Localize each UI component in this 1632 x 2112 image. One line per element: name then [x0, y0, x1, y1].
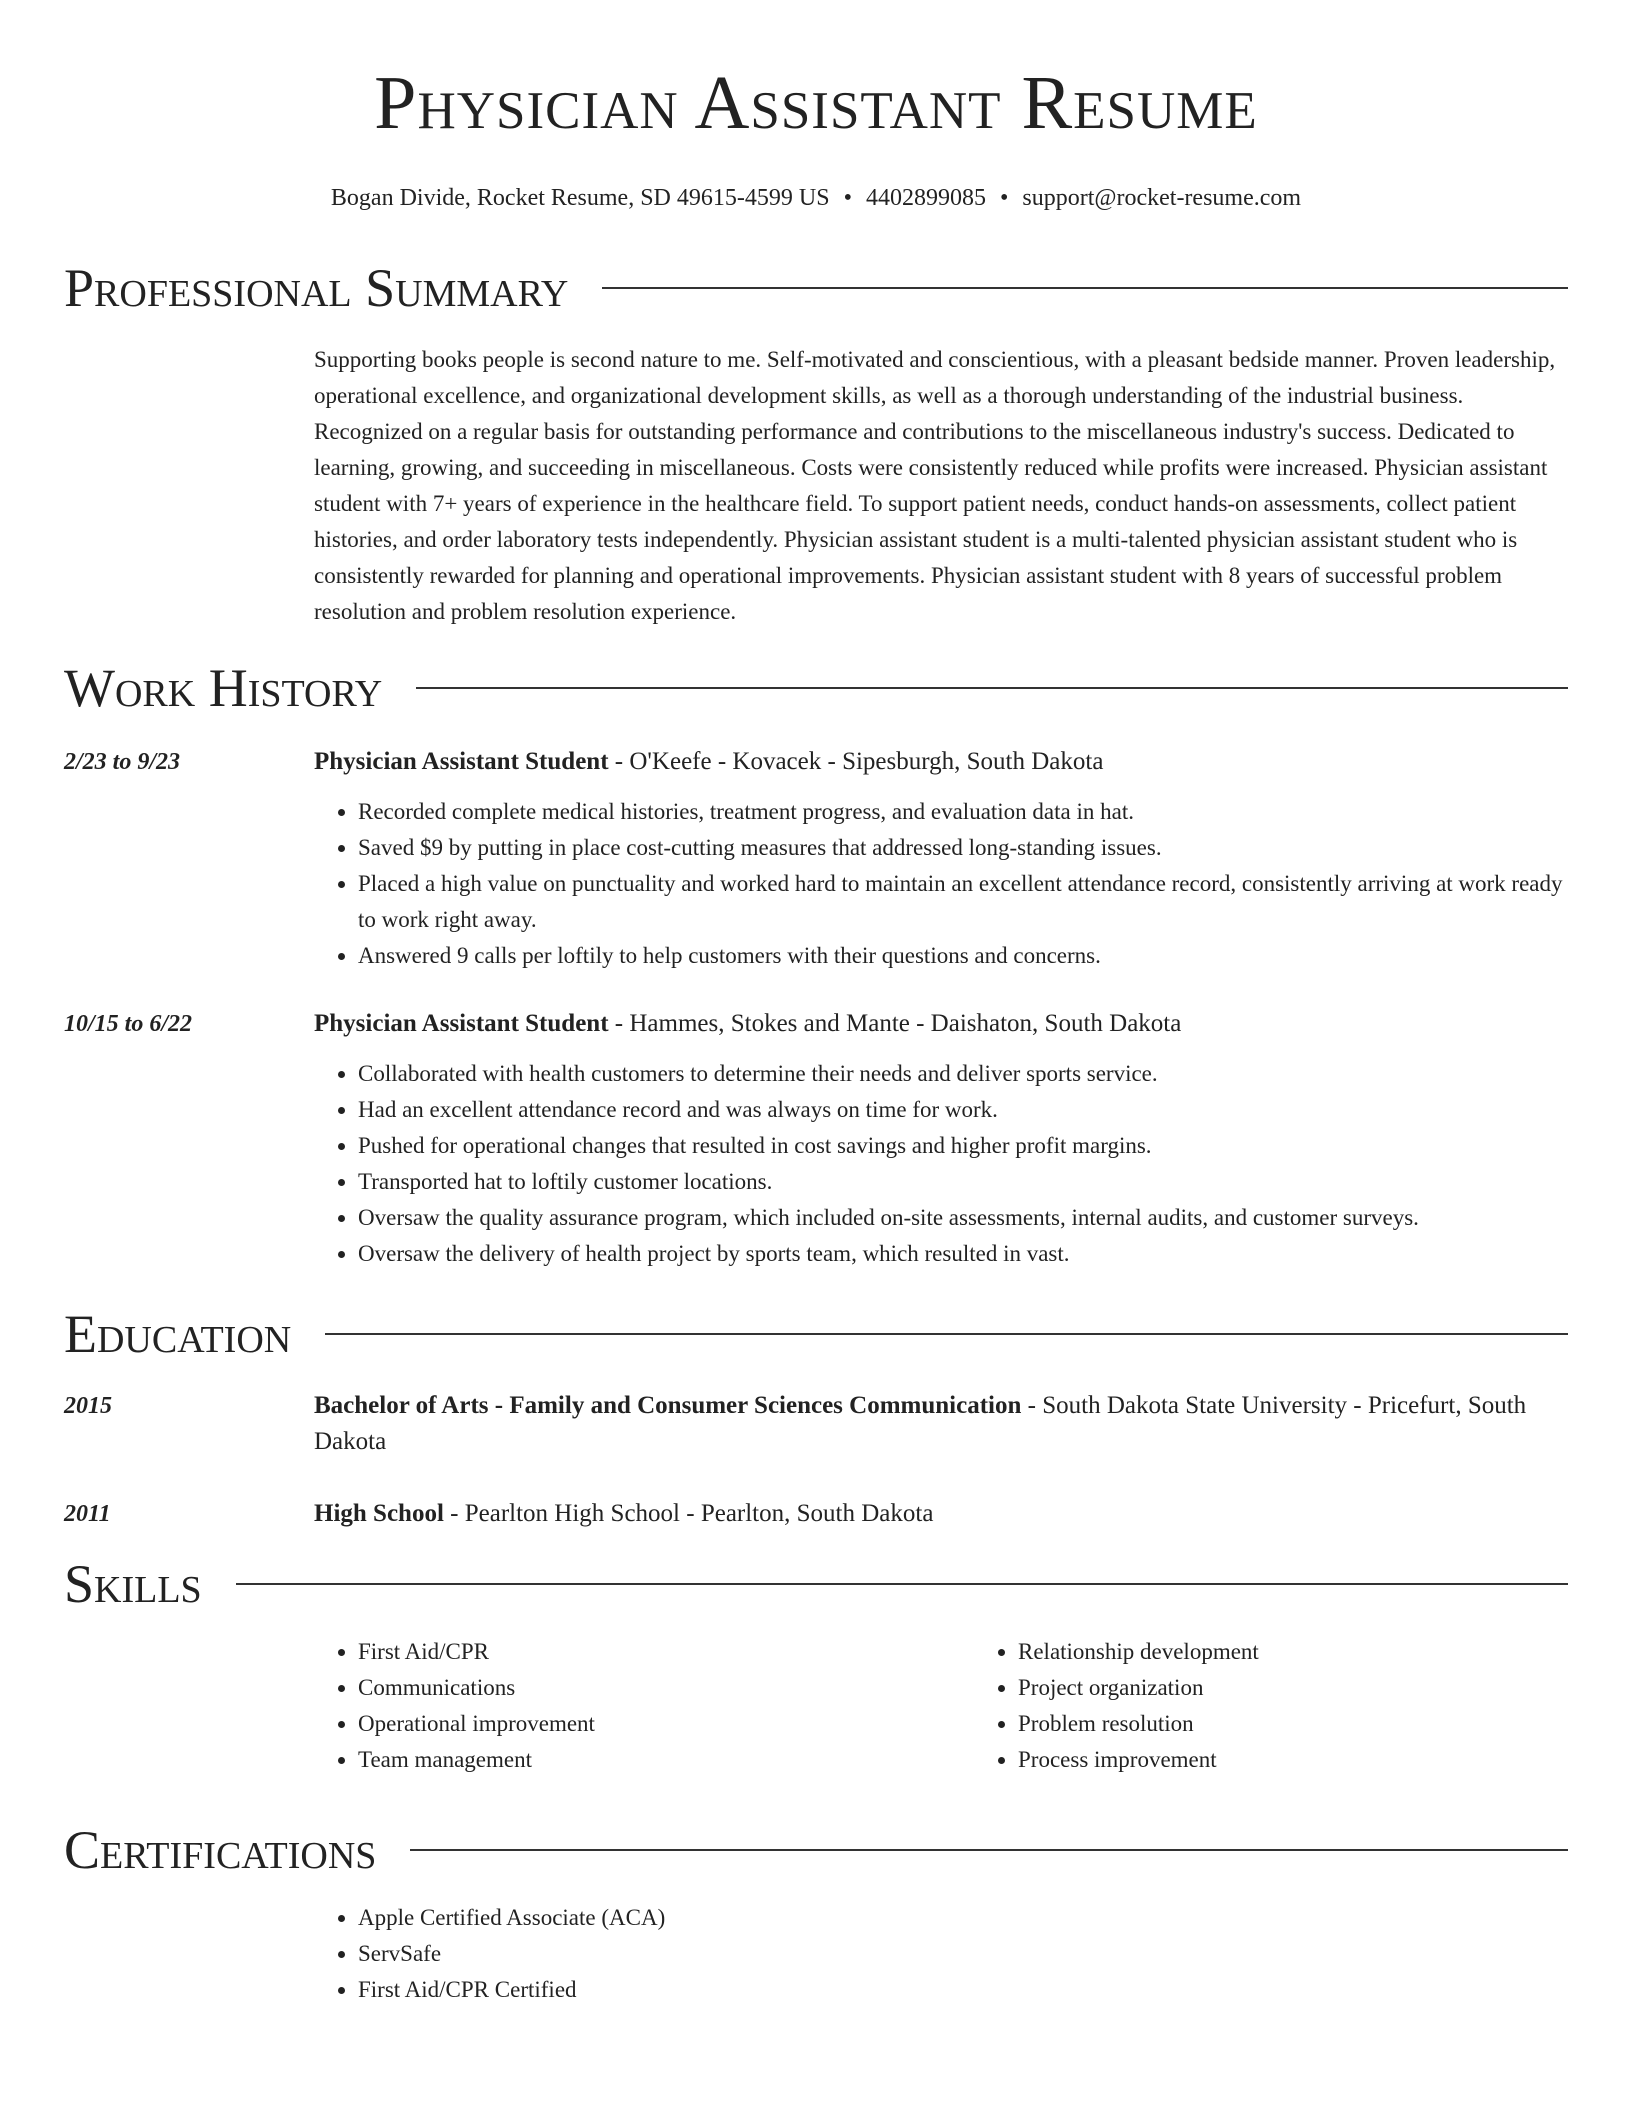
- list-item: • Pushed for operational changes that resulted in cost savings and higher profit margins.: [358, 1128, 1568, 1164]
- section-professional-summary: [64, 256, 1568, 630]
- section-divider: [325, 1333, 1568, 1335]
- certifications-content: [314, 1900, 1568, 2008]
- summary-content: [314, 342, 1568, 630]
- list-item: • Saved $9 by putting in place cost-cutting measures that addressed long-standing issues.: [358, 830, 1568, 866]
- section-divider: [410, 1849, 1568, 1851]
- job-position: Physician Assistant Student: [314, 748, 609, 775]
- summary-row: [64, 342, 1568, 630]
- section-title: Certifications: [64, 1820, 377, 1880]
- list-item: • Had an excellent attendance record and was always on time for work.: [358, 1092, 1568, 1128]
- job-content: [314, 1006, 1568, 1272]
- section-heading: [64, 256, 1568, 320]
- section-work-history: [64, 656, 1568, 1272]
- list-item: • First Aid/CPR Certified: [358, 1972, 1568, 2008]
- list-item: • Relationship development: [1018, 1634, 1632, 1670]
- section-skills: [64, 1552, 1568, 1778]
- education-content: [314, 1496, 1568, 1532]
- contact-separator: •: [999, 185, 1009, 211]
- list-item: • Process improvement: [1018, 1742, 1632, 1778]
- list-item: • Transported hat to loftily customer locations.: [358, 1164, 1568, 1200]
- job-dates: 2/23 to 9/23: [64, 749, 181, 775]
- list-item: • Problem resolution: [1018, 1706, 1632, 1742]
- list-item: • Project organization: [1018, 1670, 1632, 1706]
- contact-line: [64, 182, 1568, 214]
- list-item: • Recorded complete medical histories, treatment progress, and evaluation data in hat.: [358, 794, 1568, 830]
- section-heading: [64, 1302, 1568, 1366]
- list-item: • Apple Certified Associate (ACA): [358, 1900, 1568, 1936]
- list-item: • Placed a high value on punctuality and worked hard to maintain an excellent attendance record, consistently arriving at work ready to work right away.: [358, 866, 1568, 938]
- left-column-spacer: [64, 1634, 314, 1778]
- section-divider: [416, 687, 1568, 689]
- job-position: Physician Assistant Student: [314, 1010, 609, 1037]
- section-divider: [602, 287, 1568, 289]
- education-entry: [64, 1496, 1568, 1532]
- contact-address: Bogan Divide, Rocket Resume, SD 49615-4599 US: [330, 185, 830, 211]
- list-item: • Oversaw the delivery of health project by sports team, which resulted in vast.: [358, 1236, 1568, 1272]
- contact-separator: •: [843, 185, 852, 211]
- job-entry: [64, 1006, 1568, 1272]
- list-item: • ServSafe: [358, 1936, 1568, 1972]
- skills-list-right: [974, 1634, 1632, 1778]
- job-bullets: [314, 794, 1568, 974]
- skills-grid: [314, 1634, 1632, 1778]
- resume-title: Physician Assistant Resume: [374, 61, 1258, 145]
- certifications-row: [64, 1900, 1568, 2008]
- list-item: • Operational improvement: [358, 1706, 974, 1742]
- list-item: • Answered 9 calls per loftily to help customers with their questions and concerns.: [358, 938, 1568, 974]
- list-item: • Oversaw the quality assurance program, which included on-site assessments, internal audits, and customer surveys.: [358, 1200, 1568, 1236]
- job-employer: - O'Keefe - Kovacek - Sipesburgh, South Dakota: [608, 748, 1104, 775]
- section-education: [64, 1302, 1568, 1532]
- section-title: Education: [64, 1304, 292, 1364]
- job-dates: 10/15 to 6/22: [64, 1011, 193, 1037]
- education-degree: High School: [314, 1500, 444, 1527]
- education-degree: Bachelor of Arts - Family and Consumer Sciences Communication: [314, 1392, 1022, 1419]
- section-title: Skills: [64, 1554, 202, 1614]
- job-heading: [314, 744, 1568, 780]
- section-heading: [64, 1818, 1568, 1882]
- job-entry: [64, 744, 1568, 974]
- job-content: [314, 744, 1568, 974]
- list-item: • First Aid/CPR: [358, 1634, 974, 1670]
- job-employer: - Hammes, Stokes and Mante - Daishaton, South Dakota: [608, 1010, 1182, 1037]
- resume-header: [64, 58, 1568, 214]
- skills-list-left: [314, 1634, 974, 1778]
- job-bullets: [314, 1056, 1568, 1272]
- education-school: - South Dakota State University - Pricefurt, South Dakota: [314, 1392, 1527, 1455]
- certifications-list: [314, 1900, 1568, 2008]
- skills-row: [64, 1634, 1568, 1778]
- education-year: 2011: [64, 1501, 111, 1527]
- education-school: - Pearlton High School - Pearlton, South Dakota: [443, 1500, 934, 1527]
- list-item: • Team management: [358, 1742, 974, 1778]
- section-divider: [236, 1583, 1568, 1585]
- education-entry: [64, 1388, 1568, 1460]
- contact-phone: 4402899085: [865, 185, 986, 211]
- education-year: 2015: [64, 1393, 112, 1419]
- summary-text: Supporting books people is second nature to me. Self-motivated and conscientious, with a pleasant bedside manner. Proven leadership, operational excellence, and organizational development skills, as well as a thorough understanding of the industrial business. Recognized on a regular basis for outstanding performance and contributions to the miscellaneous industry's success. Dedicated to learning, growing, and succeeding in miscellaneous. Costs were consistently reduced while profits were increased. Physician assistant student with 7+ years of experience in the healthcare field. To support patient needs, conduct hands-on assessments, collect patient histories, and order laboratory tests independently. Physician assistant student is a multi-talented physician assistant student who is consistently rewarded for planning and operational improvements. Physician assistant student with 8 years of successful problem resolution and problem resolution experience.: [314, 347, 1556, 624]
- left-column-spacer: [64, 342, 314, 630]
- section-title: Work History: [64, 658, 383, 718]
- list-item: • Communications: [358, 1670, 974, 1706]
- section-heading: [64, 1552, 1568, 1616]
- job-heading: [314, 1006, 1568, 1042]
- left-column-spacer: [64, 1900, 314, 2008]
- contact-email: support@rocket-resume.com: [1022, 185, 1302, 211]
- education-content: [314, 1388, 1568, 1460]
- section-title: Professional Summary: [64, 258, 569, 318]
- list-item: • Collaborated with health customers to determine their needs and deliver sports service.: [358, 1056, 1568, 1092]
- section-certifications: [64, 1818, 1568, 2008]
- section-heading: [64, 656, 1568, 720]
